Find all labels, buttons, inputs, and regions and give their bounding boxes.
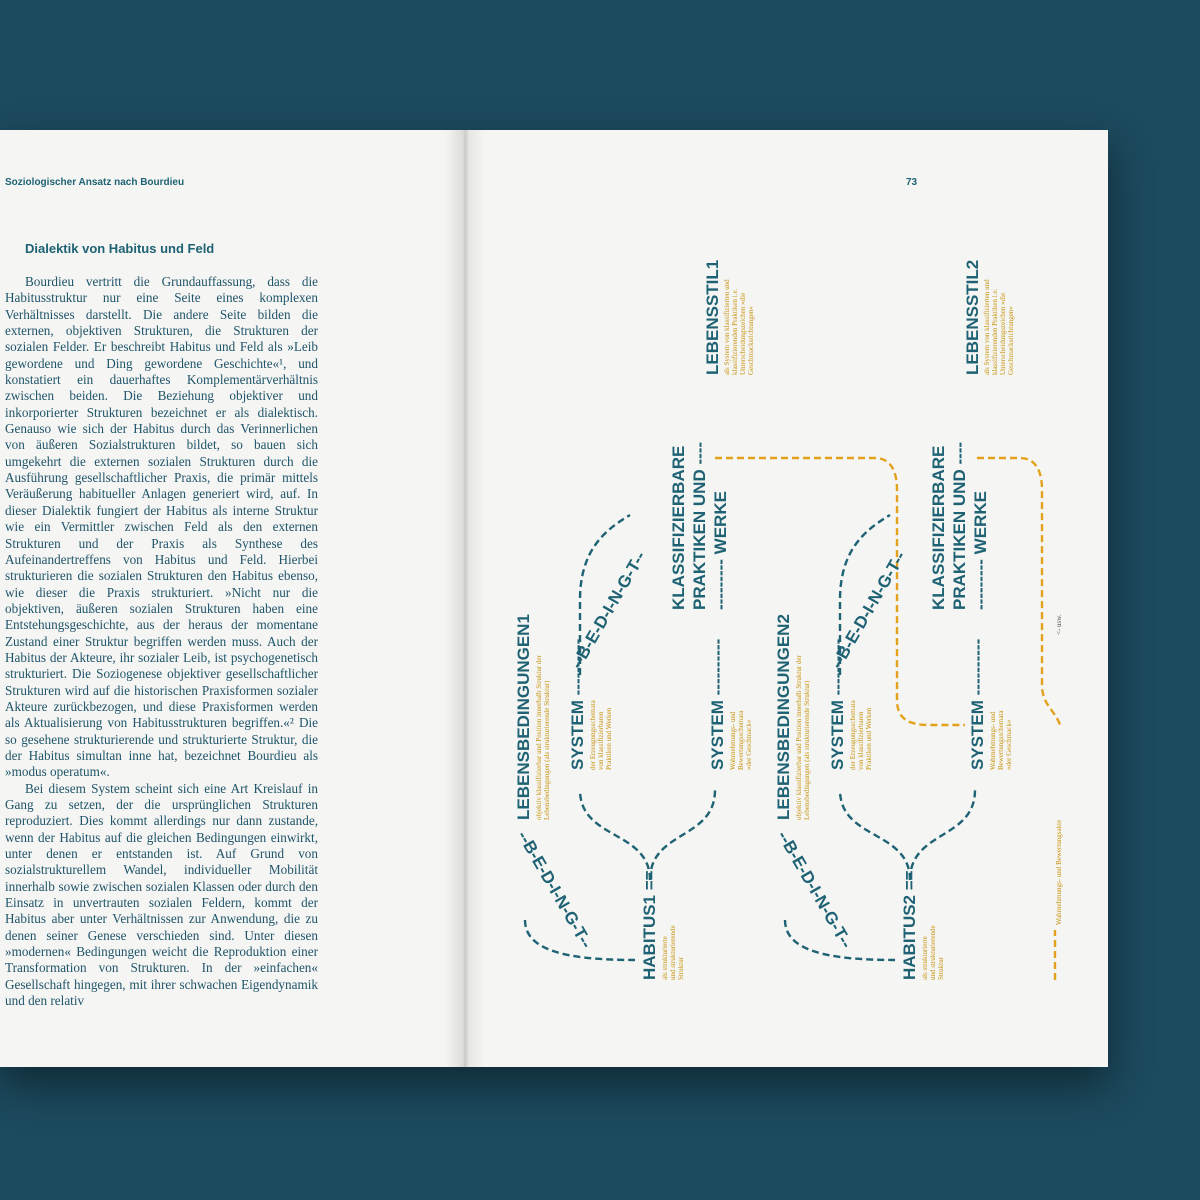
lebensstil1-note: klassifizierenden Praktiken i.e. [731,288,739,375]
system1-right-note: Bewertungsschemata [737,710,745,770]
lebensstil2-label: LEBENSSTIL2 [963,259,982,375]
page-number: 73 [906,177,918,188]
habitus1-note: Struktur [677,957,685,980]
legend-note: Wahrnehmungs- und Bewertungsakte [1055,819,1063,925]
connector-habitus1-right [650,790,715,880]
klassifizierbare1-line1: KLASSIFIZIERBARE [669,445,688,610]
running-head: Soziologischer Ansatz nach Bourdieu [5,177,185,188]
lebensbedingungen2-note: objektiv klassifizierbar und Position innerhalb Struktur der [795,655,803,820]
lebensstil1-note: Geschmacksrichtungen« [747,306,755,375]
orange-connectors [715,458,1060,980]
lebensstil2-note: als System von klassifizierten und [983,279,991,375]
habitus1-label: HABITUS1 == [640,870,659,980]
klassifizierbare2-line3: --------- WERKE [971,491,990,610]
system1-left-note: von klassifizierbaren [597,711,605,770]
lebensstil1-label: LEBENSSTIL1 [703,259,722,375]
system2-left-note: der Erzeugungsschemata [849,700,857,770]
klassifizierbare2-line2: PRAKTIKEN UND ---- [950,441,969,610]
klassifizierbare1-line3: --------- WERKE [711,491,730,610]
bedingt1-lower: --B-E-D-I-N-G-T-- [513,827,597,952]
system1-left-note: der Erzeugungsschemata [589,700,597,770]
connector-habitus1-left [580,790,650,880]
lebensbedingungen2-note: Lebensbedingungen (als strukturierende Struktur) [803,680,811,820]
lebensstil2-note: Geschmacksrichtungen« [1007,306,1015,375]
paragraph: Bei diesem System scheint sich eine Art Kreislauf in Gang zu setzen, der die ursprünglichen Strukturen reproduziert. Dies kommt allerdings nur dann zustande, wenn der Habitus auf die gleichen Bedingungen einwirkt, unter denen er entstanden ist. Auf Grund von sozialstrukturellem Wandel, individueller Mobilität innerhalb sowie zwischen sozialen Klassen oder durch den Einsatz in unvertrauten sozialen Feldern, kommt der Habitus aber unter Verhältnissen zur Anwendung, die zu denen seiner Genese verschieden sind. Unter diesen »modernen« Bedingungen weicht die Reproduktion einer Transformation von Strukturen. In der »einfachen« Gesellschaft hingegen, mit ihrer schwachen Eigendynamik und den relativ [5,780,318,1009]
connector-habitus2-left [840,790,910,880]
bedingt1-upper: --B-E-D-I-N-G-T-- [567,548,650,672]
lebensbedingungen1-note: objektiv klassifizierbar und Position innerhalb Struktur der [535,655,543,820]
habitus2-note: und strukturierende [929,925,937,980]
usw-mark: <- usw. [1055,614,1063,635]
habitus2-note: Struktur [937,957,945,980]
habitus2-note: als strukturierte [921,936,929,980]
system2-left-note: Praktiken und Werken [865,707,873,770]
habitus1-note: und strukturierende [669,925,677,980]
section-title: Dialektik von Habitus und Feld [25,241,215,256]
system1-right-note: »der Geschmack« [745,719,753,770]
system2-right-note: Bewertungsschemata [997,710,1005,770]
lebensstil2-note: Unterscheidungszeichen »die [999,292,1007,375]
habitus-diagram [465,130,1105,1067]
klassifizierbare1-line2: PRAKTIKEN UND ---- [690,441,709,610]
system1-right-label: SYSTEM ---------- [708,638,727,770]
lebensstil1-note: Unterscheidungszeichen »die [739,292,747,375]
system2-left-note: von klassifizierbaren [857,711,865,770]
paragraph: Bourdieu vertritt die Grundauffassung, dass die Habitusstruktur nur eine Seite eines komplexen Verhältnisses darstellt. Die andere Seite bilden die externen, objektiven Strukturen, die Strukturen der sozialen Felder. Er beschreibt Habitus und Feld als »Leib gewordene und Ding gewordene Geschichte«¹, und konstatiert ein dauerhaftes Komplementärverhältnis zwischen beiden. Die Beziehung objektiver und inkorporierter Strukturen bezeichnet er als dialektisch. Genauso wie sich der Habitus durch das Verinnerlichen von äußeren Sozialstrukturen bildet, so bauen sich umgekehrt die externen sozialen Strukturen durch die Ausführung gesellschaftlicher Praxis, die primär mittels Veräußerung habitueller Anlagen generiert wird, auf. In dieser Dialektik fungiert der Habitus als interne Struktur wie ein Vermittler zwischen Feld als den externen Strukturen und der Praxis als Synthese des Aufeinandertreffens von Habitus und Feld. Hierbei strukturieren die sozialen Strukturen den Habitus ebenso, wie dieser die Praxis strukturiert. »Nicht nur die objektiven, äußeren sozialen Strukturen haben eine Entstehungsgeschichte, aus der heraus der momentane Zustand einer Struktur begriffen werden muss. Auch der Habitus der Akteure, ihr sozialer Leib, ist psychogenetisch strukturiert. Die Soziogenese objektiver gesellschaftlicher Strukturen wird auf die historischen Praxisformen sozialer Akteure zurückbezogen, und diese Praxisformen werden als Aktualisierung von Habitusstrukturen begriffen.«² Die so gesehene strukturierende und strukturierte Struktur, die der Habitus simultan inne hat, bezeichnet Bourdieu als »modus operatum«. [5,274,318,780]
lebensstil2-note: klassifizierenden Praktiken i.e. [991,288,999,375]
bedingt2-upper: --B-E-D-I-N-G-T-- [827,548,910,672]
klassifizierbare2-line1: KLASSIFIZIERBARE [929,445,948,610]
system1-left-label: SYSTEM ---------- [568,638,587,770]
system1-left-note: Praktiken und Werken [605,707,613,770]
bedingt2-lower: --B-E-D-I-N-G-T-- [773,827,857,952]
book-spread [0,130,1108,1067]
body-text [5,274,318,1009]
system2-right-label: SYSTEM ---------- [968,638,987,770]
lebensstil1-note: als System von klassifizierten und [723,279,731,375]
system1-right-note: Wahrnehmungs- und [729,711,737,770]
system2-left-label: SYSTEM ---------- [828,638,847,770]
habitus2-label: HABITUS2 == [900,870,919,980]
system2-right-note: »der Geschmack« [1005,719,1013,770]
system2-right-note: Wahrnehmungs- und [989,711,997,770]
lebensbedingungen1-note: Lebensbedingungen (als strukturierende Struktur) [543,680,551,820]
habitus1-note: als strukturierte [661,936,669,980]
lebensbedingungen1-label: LEBENSBEDINGUNGEN1 [514,614,533,820]
lebensbedingungen2-label: LEBENSBEDINGUNGEN2 [774,614,793,820]
connector-habitus2-right [910,790,975,880]
